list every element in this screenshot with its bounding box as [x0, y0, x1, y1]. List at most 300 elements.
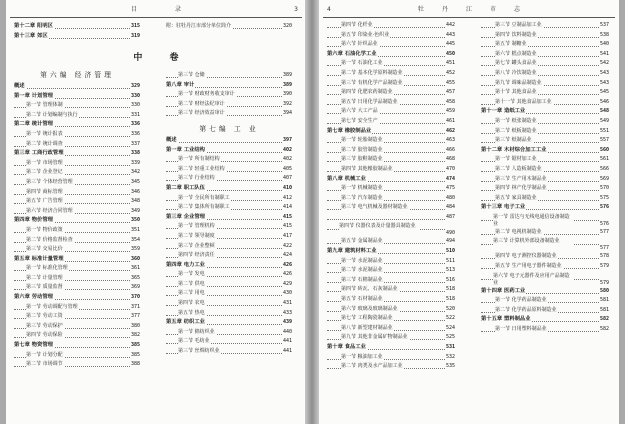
- toc-entry-title: 第一节 日用塑料制品业: [495, 325, 548, 335]
- toc-section-entry: [327, 117, 455, 127]
- toc-section-entry: [14, 159, 140, 169]
- toc-page-number: 487: [445, 213, 455, 223]
- page-number: 4: [327, 6, 331, 13]
- toc-entry-title: 第二节 水泥制品业: [341, 266, 384, 276]
- toc-page-number: 524: [445, 324, 455, 334]
- toc-entry-title: 第三节 用电: [178, 289, 206, 299]
- toc-page-number: 579: [599, 262, 609, 272]
- toc-section-entry: [166, 337, 292, 347]
- toc-page-number: 470: [445, 165, 455, 175]
- toc-chapter-entry: [327, 175, 455, 185]
- toc-page-number: 538: [599, 31, 609, 41]
- right-page: [319, 0, 619, 424]
- toc-section-entry: [14, 188, 140, 198]
- header-rule: [10, 17, 302, 18]
- toc-section-entry: [481, 296, 609, 306]
- toc-section-entry: [14, 331, 140, 341]
- toc-page-number: 543: [599, 69, 609, 79]
- running-header: [319, 5, 619, 15]
- toc-entry-title: 第五节 石材制品业: [341, 295, 384, 305]
- toc-entry-title: 第八章 机械工业: [327, 175, 367, 185]
- toc-entry-title: 第五节 日用化学品制造业: [341, 98, 399, 108]
- toc-page-number: 518: [445, 295, 455, 305]
- toc-entry-title: 第十节 其他食品业: [495, 88, 538, 98]
- toc-entry-title: 第二节 财经法纪审计: [178, 100, 226, 110]
- toc-chapter-entry: [14, 149, 140, 159]
- toc-page-number: 541: [599, 50, 609, 60]
- volume-heading: [6, 50, 306, 66]
- toc-section-entry: [481, 184, 609, 194]
- toc-page-number: 579: [599, 279, 609, 286]
- toc-entry-title: 第三节 丝绸纺织业: [178, 347, 221, 357]
- toc-page-number: 433: [282, 309, 292, 319]
- toc-entry-title: 第一节 棉纺织业: [178, 328, 216, 338]
- toc-entry-title: 第二节 人造板制造业: [495, 165, 543, 175]
- toc-section-entry: [327, 362, 455, 372]
- toc-page-number: 390: [282, 90, 292, 100]
- toc-page-number: 424: [282, 251, 292, 261]
- toc-section-entry: [166, 100, 292, 110]
- toc-page-number: 578: [599, 252, 609, 262]
- toc-section-entry: [166, 270, 292, 280]
- toc-chapter-entry: [166, 261, 292, 271]
- toc-page-number: 484: [445, 203, 455, 213]
- toc-entry-title: 第五节 生产用电子器件制造业: [495, 262, 563, 272]
- toc-section-entry: [481, 272, 609, 287]
- toc-page-number: 511: [445, 257, 455, 267]
- toc-entry-title: 第三节 经济效益审计: [178, 109, 226, 119]
- toc-section-entry: [14, 283, 140, 293]
- toc-entry-title: 第六节 电子元器件及应用产品制造业: [493, 273, 574, 287]
- toc-page-number: 516: [445, 276, 455, 286]
- toc-section-entry: [481, 98, 609, 108]
- toc-section-entry: [327, 276, 455, 286]
- toc-page-number: 577: [599, 245, 609, 252]
- toc-page-number: 350: [130, 216, 140, 226]
- toc-entry-title: 第六节 经济合同管理: [26, 207, 74, 217]
- toc-section-entry: [481, 165, 609, 175]
- toc-section-entry: [481, 69, 609, 79]
- toc-chapter-entry: [481, 287, 609, 297]
- toc-section-entry: [481, 21, 609, 31]
- toc-page-number: 463: [445, 136, 455, 146]
- toc-page-number: 414: [282, 203, 292, 213]
- toc-entry-title: 附：驻牡丹江市部分单位简介: [166, 22, 232, 32]
- toc-page-number: 371: [130, 303, 140, 313]
- toc-page-number: 426: [282, 270, 292, 280]
- toc-section-entry: [327, 213, 455, 223]
- toc-section-entry: [14, 226, 140, 236]
- toc-entry-title: 第四节 化肥农药制造业: [341, 88, 394, 98]
- toc-section-entry: [327, 285, 455, 295]
- toc-section-entry: [166, 165, 292, 175]
- toc-entry-title: 第四节 劳动保险: [26, 331, 64, 341]
- toc-page-number: 392: [282, 100, 292, 110]
- toc-page-number: 349: [130, 207, 140, 217]
- toc-chapter-entry: [166, 184, 292, 194]
- toc-section-entry: [481, 79, 609, 89]
- toc-page-number: 330: [130, 92, 140, 102]
- toc-page-number: 582: [599, 325, 609, 335]
- toc-section-entry: [166, 299, 292, 309]
- toc-chapter-entry: [14, 120, 140, 130]
- left-page: [6, 0, 306, 424]
- toc-entry-title: 第一节 石油化工业: [341, 59, 384, 69]
- toc-entry-title: 第一节 管理体制: [26, 101, 64, 111]
- toc-section-entry: [166, 194, 292, 204]
- toc-entry-title: 第十五章 塑料制品业: [481, 315, 532, 325]
- toc-section-entry: [327, 305, 455, 315]
- toc-entry-title: 第一节 化学药品制造业: [495, 296, 548, 306]
- toc-section-entry: [481, 88, 609, 98]
- toc-chapter-entry: [166, 213, 292, 223]
- toc-page-number: 342: [130, 168, 140, 178]
- toc-entry-title: 第一节 管理机构: [178, 222, 216, 232]
- toc-section-entry: [14, 264, 140, 274]
- toc-entry-title: 第十二章 阳明区: [14, 22, 54, 32]
- toc-chapter-entry: [14, 92, 140, 102]
- toc-section-entry: [481, 136, 609, 146]
- toc-section-entry: [327, 194, 455, 204]
- toc-chapter-entry: [14, 32, 140, 42]
- toc-section-entry: [14, 303, 140, 313]
- toc-entry-title: 第三节 豆制品加工业: [495, 21, 543, 31]
- toc-entry-title: 第四节 经济责任: [178, 251, 216, 261]
- toc-entry-title: 第一章 工业结构: [166, 146, 206, 156]
- toc-chapter-entry: [481, 107, 609, 117]
- dot-leader: [14, 88, 140, 89]
- toc-section-entry: [327, 333, 455, 343]
- toc-entry-title: 第十四章 医药工业: [481, 287, 526, 297]
- toc-entry-title: 概述: [166, 136, 178, 146]
- toc-section-entry: [327, 295, 455, 305]
- toc-entry-title: 第三节 行业结构: [178, 174, 216, 184]
- toc-page-number: 430: [282, 289, 292, 299]
- toc-section-entry: [327, 324, 455, 334]
- toc-page-number: 513: [445, 266, 455, 276]
- toc-page-number: 338: [130, 149, 140, 159]
- toc-page-number: 440: [282, 328, 292, 338]
- toc-entry-title: 第三节 交易比价: [26, 245, 64, 255]
- toc-page-number: 429: [282, 280, 292, 290]
- toc-section-entry: [14, 360, 140, 370]
- toc-page-number: 570: [599, 184, 609, 194]
- toc-entry-title: 第一节 机械制造业: [341, 184, 384, 194]
- toc-section-entry: [166, 242, 292, 252]
- toc-section-entry: [481, 59, 609, 69]
- toc-entry-title: 第二节 电视机制造业: [495, 228, 543, 238]
- toc-entry-title: 第一节 发电: [178, 270, 206, 280]
- toc-section-entry: [327, 107, 455, 117]
- toc-section-entry: [14, 312, 140, 322]
- toc-page-number: 461: [445, 117, 455, 127]
- toc-entry-title: 第二章 职工队伍: [166, 184, 206, 194]
- book-gutter: [305, 0, 319, 424]
- toc-section-entry: [14, 236, 140, 246]
- header-title: 牡丹江市志: [417, 6, 538, 13]
- toc-section-entry: [327, 59, 455, 69]
- toc-entry-title: 第十三章 电子工业: [481, 203, 526, 213]
- toc-page-number: 582: [599, 315, 609, 325]
- toc-page-number: 389: [282, 81, 292, 91]
- toc-column-left: [14, 68, 140, 370]
- toc-page-number: 560: [599, 146, 609, 156]
- toc-entry-title: 第九章 建筑材料工业: [327, 247, 378, 257]
- toc-page-number: 337: [130, 140, 140, 150]
- toc-page-number: 394: [282, 109, 292, 119]
- toc-page-number: 537: [599, 21, 609, 31]
- part-title: 第七编 工 业: [199, 124, 259, 133]
- toc-section-entry: [14, 207, 140, 217]
- toc-entry-title: 第二节 汽车制造业: [341, 194, 384, 204]
- toc-entry-title: 第二节 计划编制与执行: [26, 111, 79, 121]
- toc-entry-title: 第七节 安全生产: [341, 117, 379, 127]
- toc-entry-title: 第六节 大工产品: [341, 107, 379, 117]
- toc-entry-title: 第一节 统计报表: [26, 130, 64, 140]
- toc-section-entry: [481, 40, 609, 50]
- toc-entry-title: 第六章 劳动管理: [14, 293, 54, 303]
- toc-entry-title: 第五节 制糖业: [495, 40, 528, 50]
- toc-section-entry: [327, 69, 455, 79]
- toc-entry-title: 第二节 肉类及水产品加工业: [341, 362, 404, 372]
- toc-page-number: 462: [445, 127, 455, 137]
- toc-page-number: 577: [599, 228, 609, 238]
- toc-section-entry: [481, 175, 609, 185]
- toc-entry-title: 第一节 劳动调配与管理: [26, 303, 79, 313]
- toc-section-entry: [14, 178, 140, 188]
- toc-entry-title: 第九节 其他非金属矿物制品业: [341, 333, 409, 343]
- toc-page-number: 330: [130, 101, 140, 111]
- toc-section-entry: [14, 197, 140, 207]
- toc-section-entry: [166, 22, 292, 32]
- toc-page-number: 380: [130, 322, 140, 332]
- toc-page-number: 459: [445, 107, 455, 117]
- toc-page-number: 331: [130, 111, 140, 121]
- toc-page-number: 442: [445, 21, 455, 31]
- toc-entry-title: 第一节 物价政策: [26, 226, 64, 236]
- toc-chapter-entry: [481, 315, 609, 325]
- toc-entry-title: 第一节 粮油加工业: [341, 353, 384, 363]
- toc-section-entry: [327, 222, 455, 237]
- toc-entry-title: 第四节 其他橡胶制品业: [341, 165, 394, 175]
- toc-section-entry: [166, 71, 292, 81]
- toc-page-number: 532: [445, 353, 455, 363]
- toc-chapter-entry: [14, 22, 140, 32]
- toc-chapter-entry: [481, 203, 609, 213]
- toc-section-entry: [14, 111, 140, 121]
- toc-page-number: 551: [599, 127, 609, 137]
- toc-entry-title: 第十二章 木材综合加工工业: [481, 146, 547, 156]
- toc-entry-title: 第二节 毛纺业: [178, 337, 211, 347]
- toc-section-entry: [327, 21, 455, 31]
- toc-page-number: 361: [130, 264, 140, 274]
- toc-section-entry: [14, 351, 140, 361]
- toc-column-right: [166, 71, 292, 357]
- running-header: [6, 5, 306, 15]
- toc-entry-title: 第一节 标准化管理: [26, 264, 69, 274]
- toc-entry-title: 第四节 商标管理: [26, 188, 64, 198]
- toc-entry-title: 第一章 计划管理: [14, 92, 54, 102]
- volume-title: 中 卷: [133, 53, 191, 63]
- toc-column-top-right: [166, 22, 292, 32]
- toc-page-number: 346: [130, 188, 140, 198]
- toc-entry-title: 第五节 热电: [178, 309, 206, 319]
- toc-section-entry: [481, 228, 609, 238]
- toc-entry-title: 第一节 锯材加工业: [495, 155, 538, 165]
- header-rule: [323, 17, 615, 18]
- toc-page-number: 360: [130, 255, 140, 265]
- toc-entry-title: 第六节 玻璃及玻璃制品业: [341, 305, 399, 315]
- toc-entry-title: 第二节 市场调节: [26, 360, 64, 370]
- toc-page-number: 319: [130, 32, 140, 42]
- toc-entry-title: 第五节 广告管理: [26, 197, 64, 207]
- toc-entry-title: 第四节 农电: [178, 299, 206, 309]
- toc-page-number: 452: [445, 69, 455, 79]
- toc-entry-title: 第四节 仪器仪表及计量器具制造业: [339, 223, 420, 230]
- toc-section-entry: [327, 203, 455, 213]
- toc-page-number: 345: [130, 178, 140, 188]
- toc-entry-title: 第一节 计划分配: [26, 351, 64, 361]
- toc-page-number: 417: [282, 232, 292, 242]
- toc-page-number: 348: [130, 197, 140, 207]
- toc-page-number: 458: [445, 98, 455, 108]
- toc-page-number: 385: [130, 341, 140, 351]
- toc-page-number: 561: [599, 155, 609, 165]
- toc-page-number: 415: [282, 213, 292, 223]
- toc-page-number: 439: [282, 318, 292, 328]
- toc-section-entry: [14, 245, 140, 255]
- toc-page-number: 431: [282, 299, 292, 309]
- toc-page-number: 540: [599, 40, 609, 50]
- toc-entry-title: 第二节 集体所有制职工: [178, 203, 231, 213]
- toc-page-number: 441: [282, 347, 292, 357]
- toc-page-number: 525: [445, 333, 455, 343]
- toc-section-entry: [327, 314, 455, 324]
- toc-section-entry: [166, 155, 292, 165]
- toc-section-entry: [327, 31, 455, 41]
- toc-entry-title: 第二节 化学药品原料制造业: [495, 306, 558, 316]
- toc-page-number: 490: [445, 230, 455, 237]
- toc-section-entry: [327, 165, 455, 175]
- toc-page-number: 354: [130, 236, 140, 246]
- toc-page-number: 450: [445, 50, 455, 60]
- toc-section-entry: [481, 31, 609, 41]
- toc-page-number: 581: [599, 306, 609, 316]
- toc-section-entry: [14, 168, 140, 178]
- toc-page-number: 377: [130, 312, 140, 322]
- toc-section-entry: [327, 136, 455, 146]
- toc-page-number: 451: [445, 59, 455, 69]
- toc-entry-title: 第八章 审计: [166, 81, 195, 91]
- toc-section-entry: [166, 280, 292, 290]
- toc-entry-title: 第二节 统计调查: [26, 140, 64, 150]
- toc-section-entry: [166, 309, 292, 319]
- dot-leader: [327, 219, 455, 220]
- toc-entry-title: 第八节 新型建材制品业: [341, 324, 394, 334]
- toc-page-number: 566: [599, 165, 609, 175]
- toc-page-number: 576: [599, 203, 609, 213]
- toc-entry-title: 第三节 有机化学产品制造业: [341, 79, 404, 89]
- toc-section-entry: [14, 140, 140, 150]
- toc-page-number: 405: [282, 165, 292, 175]
- toc-entry-title: 第五节 家具制造业: [495, 194, 538, 204]
- toc-entry-title: 第三节 计算机外部设备制造业: [493, 238, 574, 245]
- toc-section-entry: [327, 266, 455, 276]
- toc-entry-title: 第三节 质量监督: [26, 283, 64, 293]
- toc-page-number: 370: [130, 293, 140, 303]
- toc-chapter-entry: [327, 247, 455, 257]
- toc-entry-title: 第二节 纸板制造业: [495, 127, 538, 137]
- toc-page-number: 546: [599, 98, 609, 108]
- toc-entry-title: 第四章 物价管理: [14, 216, 54, 226]
- toc-chapter-entry: [327, 343, 455, 353]
- toc-chapter-entry: [14, 82, 140, 92]
- toc-entry-title: 第三节 胶鞋制造业: [341, 155, 384, 165]
- toc-page-number: 466: [445, 146, 455, 156]
- toc-entry-title: 第六节 针织品业: [341, 40, 379, 50]
- toc-entry-title: 第四节 饮料制造业: [495, 31, 538, 41]
- toc-section-entry: [166, 347, 292, 357]
- toc-entry-title: 第三节 电气机械及器材制造业: [341, 203, 409, 213]
- toc-entry-title: 第五章 标准计量管理: [14, 255, 65, 265]
- toc-entry-title: 第四节 砖瓦、石灰制品业: [341, 285, 399, 295]
- toc-entry-title: 第一节 水泥制品业: [341, 257, 384, 267]
- toc-page-number: 422: [282, 242, 292, 252]
- toc-page-number: 359: [130, 245, 140, 255]
- toc-page-number: 557: [599, 136, 609, 146]
- toc-page-number: 535: [445, 362, 455, 372]
- toc-entry-title: 第二节 劳动工资: [26, 312, 64, 322]
- toc-entry-title: 第八节 冷饮制造业: [495, 69, 538, 79]
- toc-page-number: 320: [282, 22, 292, 32]
- toc-entry-title: 第四节 电子测控仪器制造业: [495, 252, 558, 262]
- toc-entry-title: 第一节 所有制结构: [178, 155, 221, 165]
- toc-section-entry: [481, 237, 609, 252]
- toc-page-number: 351: [130, 226, 140, 236]
- toc-section-entry: [327, 79, 455, 89]
- toc-entry-title: 第一节 纸张制造业: [495, 117, 538, 127]
- toc-entry-title: 第三节 劳动保护: [26, 322, 64, 332]
- toc-section-entry: [327, 257, 455, 267]
- toc-page-number: 543: [599, 79, 609, 89]
- toc-entry-title: 第二章 统计管理: [14, 120, 54, 130]
- toc-page-number: 548: [599, 107, 609, 117]
- toc-section-entry: [327, 155, 455, 165]
- toc-page-number: 545: [599, 88, 609, 98]
- toc-entry-title: 第三节 个体经营管理: [26, 178, 74, 188]
- toc-entry-title: 第一节 全民所有制职工: [178, 194, 231, 204]
- toc-page-number: 457: [445, 88, 455, 98]
- toc-chapter-entry: [327, 50, 455, 60]
- toc-entry-title: 第四节 林产化学制品业: [495, 184, 548, 194]
- toc-section-entry: [327, 40, 455, 50]
- toc-entry-title: 第二节 企业登记: [26, 168, 64, 178]
- toc-page-number: 475: [445, 184, 455, 194]
- toc-section-entry: [481, 262, 609, 272]
- toc-section-entry: [481, 127, 609, 137]
- toc-column-top-left: [14, 22, 140, 41]
- toc-entry-title: 第一节 财政财务收支审计: [178, 90, 236, 100]
- toc-page-number: 576: [599, 220, 609, 227]
- toc-section-entry: [327, 88, 455, 98]
- toc-entry-title: 第三章 工商行政管理: [14, 149, 65, 159]
- toc-entry-title: 第二节 价格监督检查: [26, 236, 74, 246]
- toc-chapter-entry: [327, 127, 455, 137]
- page-number: 3: [294, 6, 298, 13]
- toc-page-number: 522: [445, 314, 455, 324]
- toc-entry-title: 第一节 市场管理: [26, 159, 64, 169]
- toc-entry-title: 第七章 橡胶制品业: [327, 127, 372, 137]
